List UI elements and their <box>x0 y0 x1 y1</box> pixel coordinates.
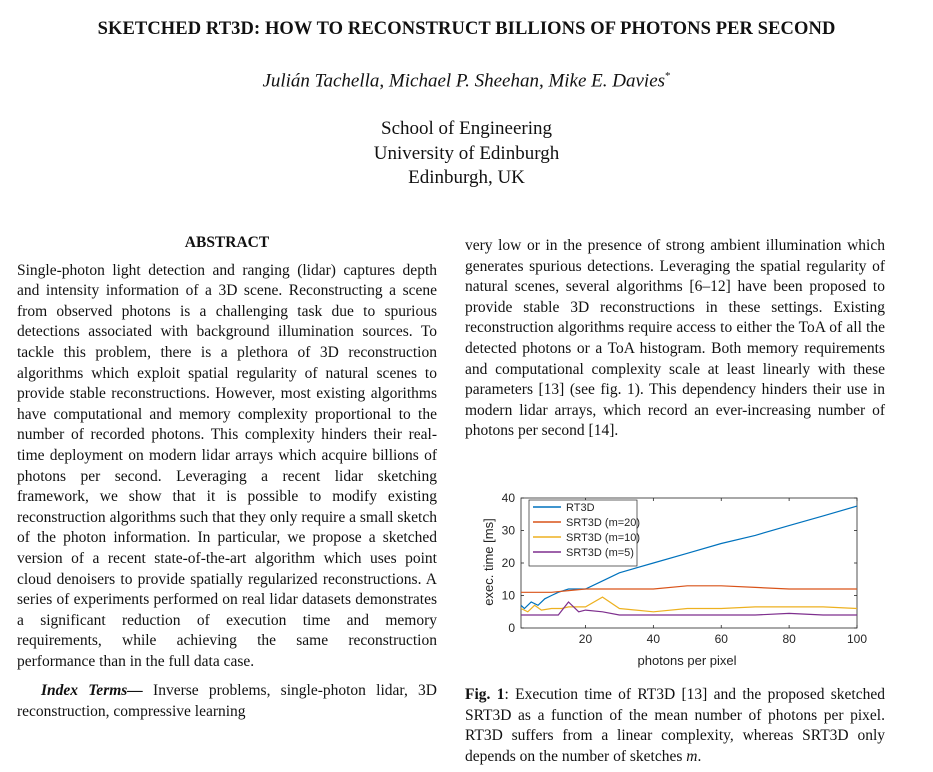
author-footnote-mark: * <box>665 70 671 82</box>
figure-caption <box>465 685 885 767</box>
y-tick-label: 20 <box>501 556 515 570</box>
figure-label: Fig. 1 <box>465 686 505 703</box>
paper-title: SKETCHED RT3D: HOW TO RECONSTRUCT BILLIONS OF PHOTONS PER SECOND <box>97 19 836 39</box>
x-tick-label: 80 <box>782 632 796 646</box>
right-column <box>465 236 885 442</box>
caption-text: : Execution time of RT3D [13] and the proposed sketched SRT3D as a function of the mean number of photons per pixel. RT3D suffers from a linear complexity, whereas SRT3D only depends on the number of sketches <box>465 686 885 765</box>
author-names: Julián Tachella, Michael P. Sheehan, Mike E. Davies <box>262 70 666 92</box>
y-tick-label: 0 <box>508 621 515 635</box>
affiliation <box>0 117 933 191</box>
index-terms <box>17 681 437 722</box>
x-tick-label: 40 <box>646 632 661 646</box>
legend-label: SRT3D (m=10) <box>566 532 641 544</box>
affiliation-line: School of Engineering <box>381 118 552 139</box>
caption-end: . <box>697 747 702 765</box>
execution-time-chart <box>465 486 875 679</box>
legend-label: SRT3D (m=20) <box>566 517 641 529</box>
x-tick-label: 100 <box>846 632 868 646</box>
index-terms-label: Index Terms— <box>41 682 143 700</box>
left-column <box>17 233 437 723</box>
affiliation-line: Edinburgh, UK <box>408 167 525 188</box>
y-tick-label: 40 <box>501 491 515 505</box>
index-terms-text: Inverse problems, single-photon lidar, 3D reconstruction, compressive learning <box>17 682 437 721</box>
intro-text: very low or in the presence of strong ambient illumination which generates spurious detections. Leveraging the spatial regularity of natural scenes, several algorithms [6–12] have been proposed to provide stable 3D reconstructions in these settings. Existing reconstruction algorithms require access to either the ToA of all the detected photons or a ToA histogram. Both memory requirements and computational complexity scale at least linearly with these parameters [13] (see fig. 1). This dependency hinders their use in modern lidar arrays, which record an ever-increasing number of photons per second [14]. <box>465 237 885 440</box>
affiliation-line: University of Edinburgh <box>373 142 560 164</box>
x-axis-label: photons per pixel <box>637 653 737 668</box>
x-tick-label: 20 <box>578 632 593 646</box>
x-tick-label: 60 <box>714 632 728 646</box>
caption-variable: m <box>686 747 698 765</box>
y-tick-label: 10 <box>501 588 515 603</box>
legend-label: SRT3D (m=5) <box>566 547 634 559</box>
abstract-text: Single-photon light detection and ranging (lidar) captures depth and intensity information of a 3D scene. Reconstructing a scene from observed photons is a challenging task due to spurious detections associated with background illumination sources. To tackle this problem, there is a plethora of 3D reconstruction algorithms which exploit spatial regularity of natural scenes to provide stable reconstructions. However, most existing algorithms have computational and memory complexity proportional to the number of recorded photons. This complexity hinders their real-time deployment on modern lidar arrays which acquire billions of photons per second. Leveraging a recent lidar sketching framework, we show that it is possible to modify existing reconstruction algorithms such that they only require a small sketch of the photon information. In particular, we propose a sketched version of a recent state-of-the-art algorithm which uses point cloud denoisers to provide spatially regularized reconstructions. A series of experiments performed on real lidar datasets demonstrates a significant reduction of execution time and memory requirements, while achieving the same reconstruction performance than in the full data case. <box>17 261 437 670</box>
plot-layer <box>502 491 868 646</box>
chart-svg <box>465 486 875 674</box>
author-list <box>0 70 933 92</box>
y-tick-label: 30 <box>501 523 515 538</box>
y-axis-label: exec. time [ms] <box>481 518 496 606</box>
abstract-heading: ABSTRACT <box>184 234 270 251</box>
legend-label: RT3D <box>566 502 595 514</box>
